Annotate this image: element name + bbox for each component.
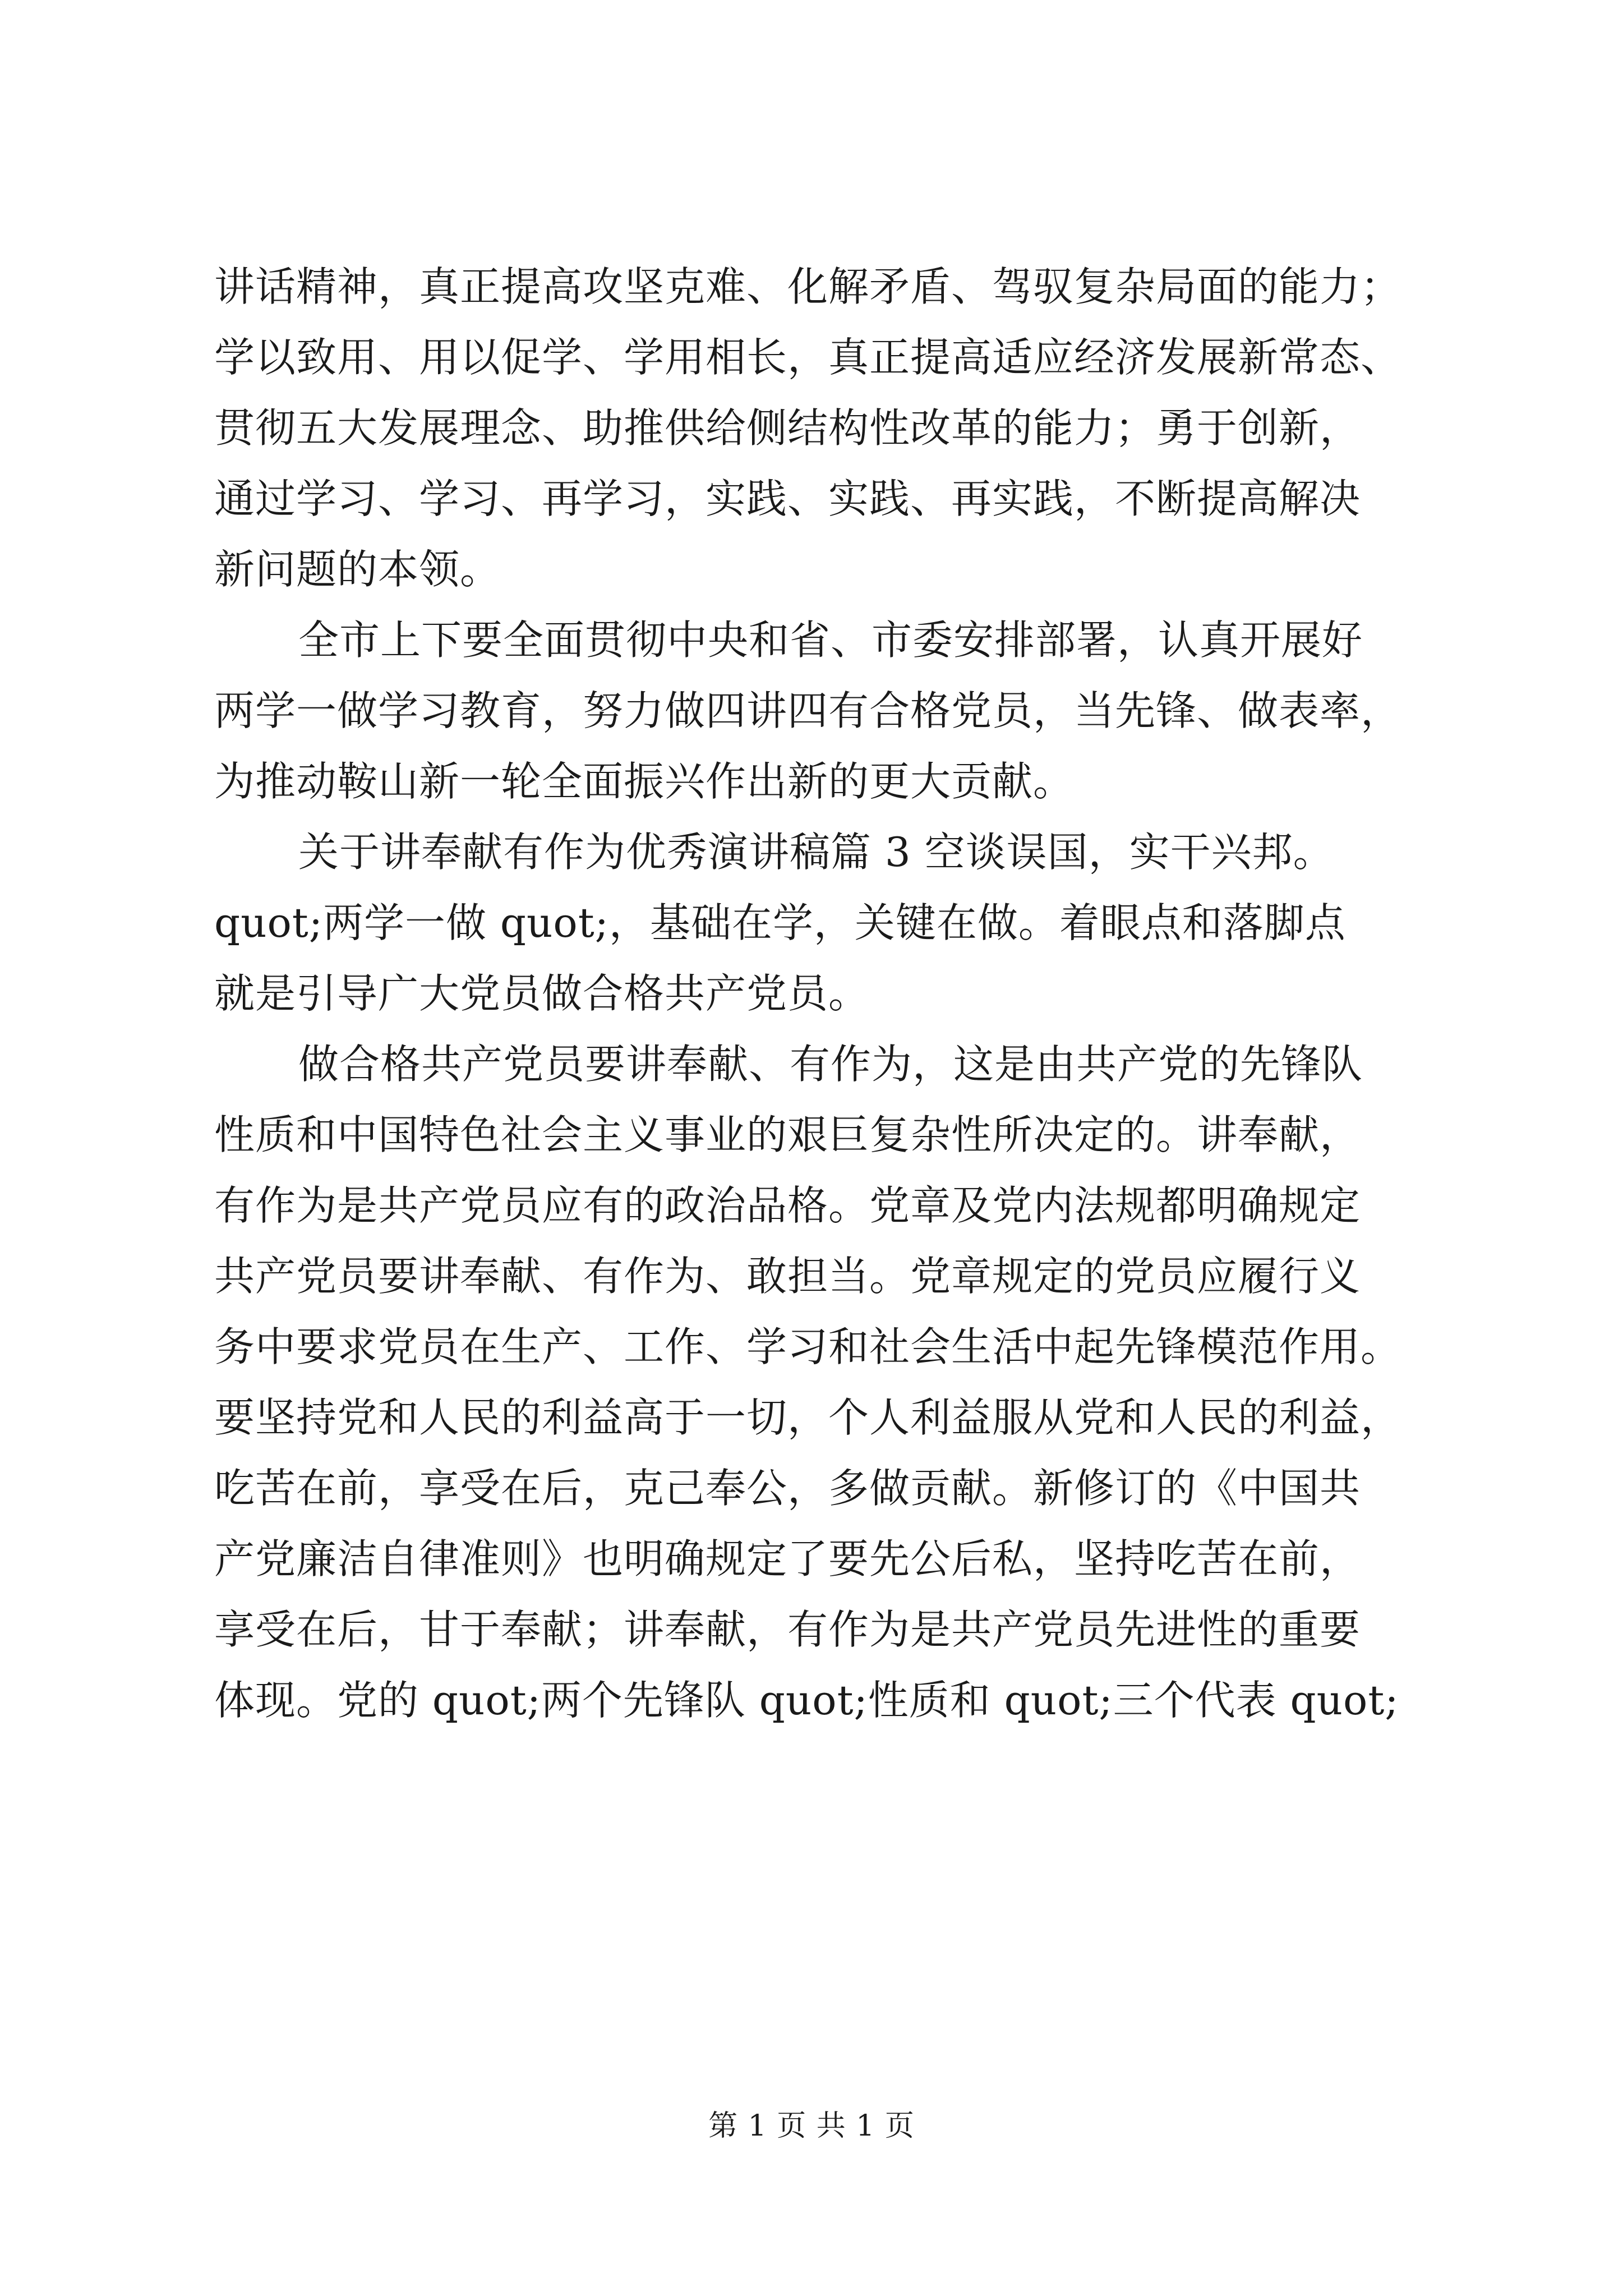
text-line: 学以致用、用以促学、学用相长，真正提高适应经济发展新常态、: [214, 334, 1402, 381]
text-line: 通过学习、学习、再学习，实践、实践、再实践，不断提高解决: [214, 475, 1361, 522]
text-line: 共产党员要讲奉献、有作为、敢担当。党章规定的党员应履行义: [214, 1253, 1361, 1300]
body-text: [214, 251, 1420, 1736]
page-number-label: 第 1 页 共 1 页: [708, 2109, 915, 2143]
text-line: 务中要求党员在生产、工作、学习和社会生活中起先锋模范作用。: [214, 1323, 1402, 1370]
text-line-paragraph-start: 做合格共产党员要讲奉献、有作为，这是由共产党的先锋队: [298, 1041, 1363, 1088]
text-line: 讲话精神，真正提高攻坚克难、化解矛盾、驾驭复杂局面的能力；: [214, 263, 1402, 310]
text-line: 产党廉洁自律准则》也明确规定了要先公后私，坚持吃苦在前，: [214, 1535, 1361, 1582]
text-line: 就是引导广大党员做合格共产党员。: [214, 970, 870, 1017]
text-line: 性质和中国特色社会主义事业的艰巨复杂性所决定的。讲奉献，: [214, 1111, 1361, 1158]
text-line: 吃苦在前，享受在后，克己奉公，多做贡献。新修订的《中国共: [214, 1465, 1361, 1512]
text-line: 两学一做学习教育，努力做四讲四有合格党员，当先锋、做表率，: [214, 687, 1402, 734]
text-line-paragraph-start: 全市上下要全面贯彻中央和省、市委安排部署，认真开展好: [298, 616, 1363, 664]
page-footer: [0, 2106, 1623, 2146]
text-line: 为推动鞍山新一轮全面振兴作出新的更大贡献。: [214, 758, 1075, 805]
text-line: 有作为是共产党员应有的政治品格。党章及党内法规都明确规定: [214, 1182, 1361, 1229]
text-line-paragraph-start: 关于讲奉献有作为优秀演讲稿篇 3 空谈误国，实干兴邦。: [298, 829, 1334, 876]
text-line: 新问题的本领。: [214, 546, 501, 593]
text-line: 体现。党的 quot;两个先锋队 quot;性质和 quot;三个代表 quot;: [214, 1677, 1399, 1724]
text-line: 要坚持党和人民的利益高于一切，个人利益服从党和人民的利益，: [214, 1394, 1402, 1441]
text-line: 贯彻五大发展理念、助推供给侧结构性改革的能力；勇于创新，: [214, 404, 1361, 452]
text-line: 享受在后，甘于奉献；讲奉献，有作为是共产党员先进性的重要: [214, 1606, 1361, 1653]
text-line: quot;两学一做 quot;，基础在学，关键在做。着眼点和落脚点: [214, 899, 1346, 946]
